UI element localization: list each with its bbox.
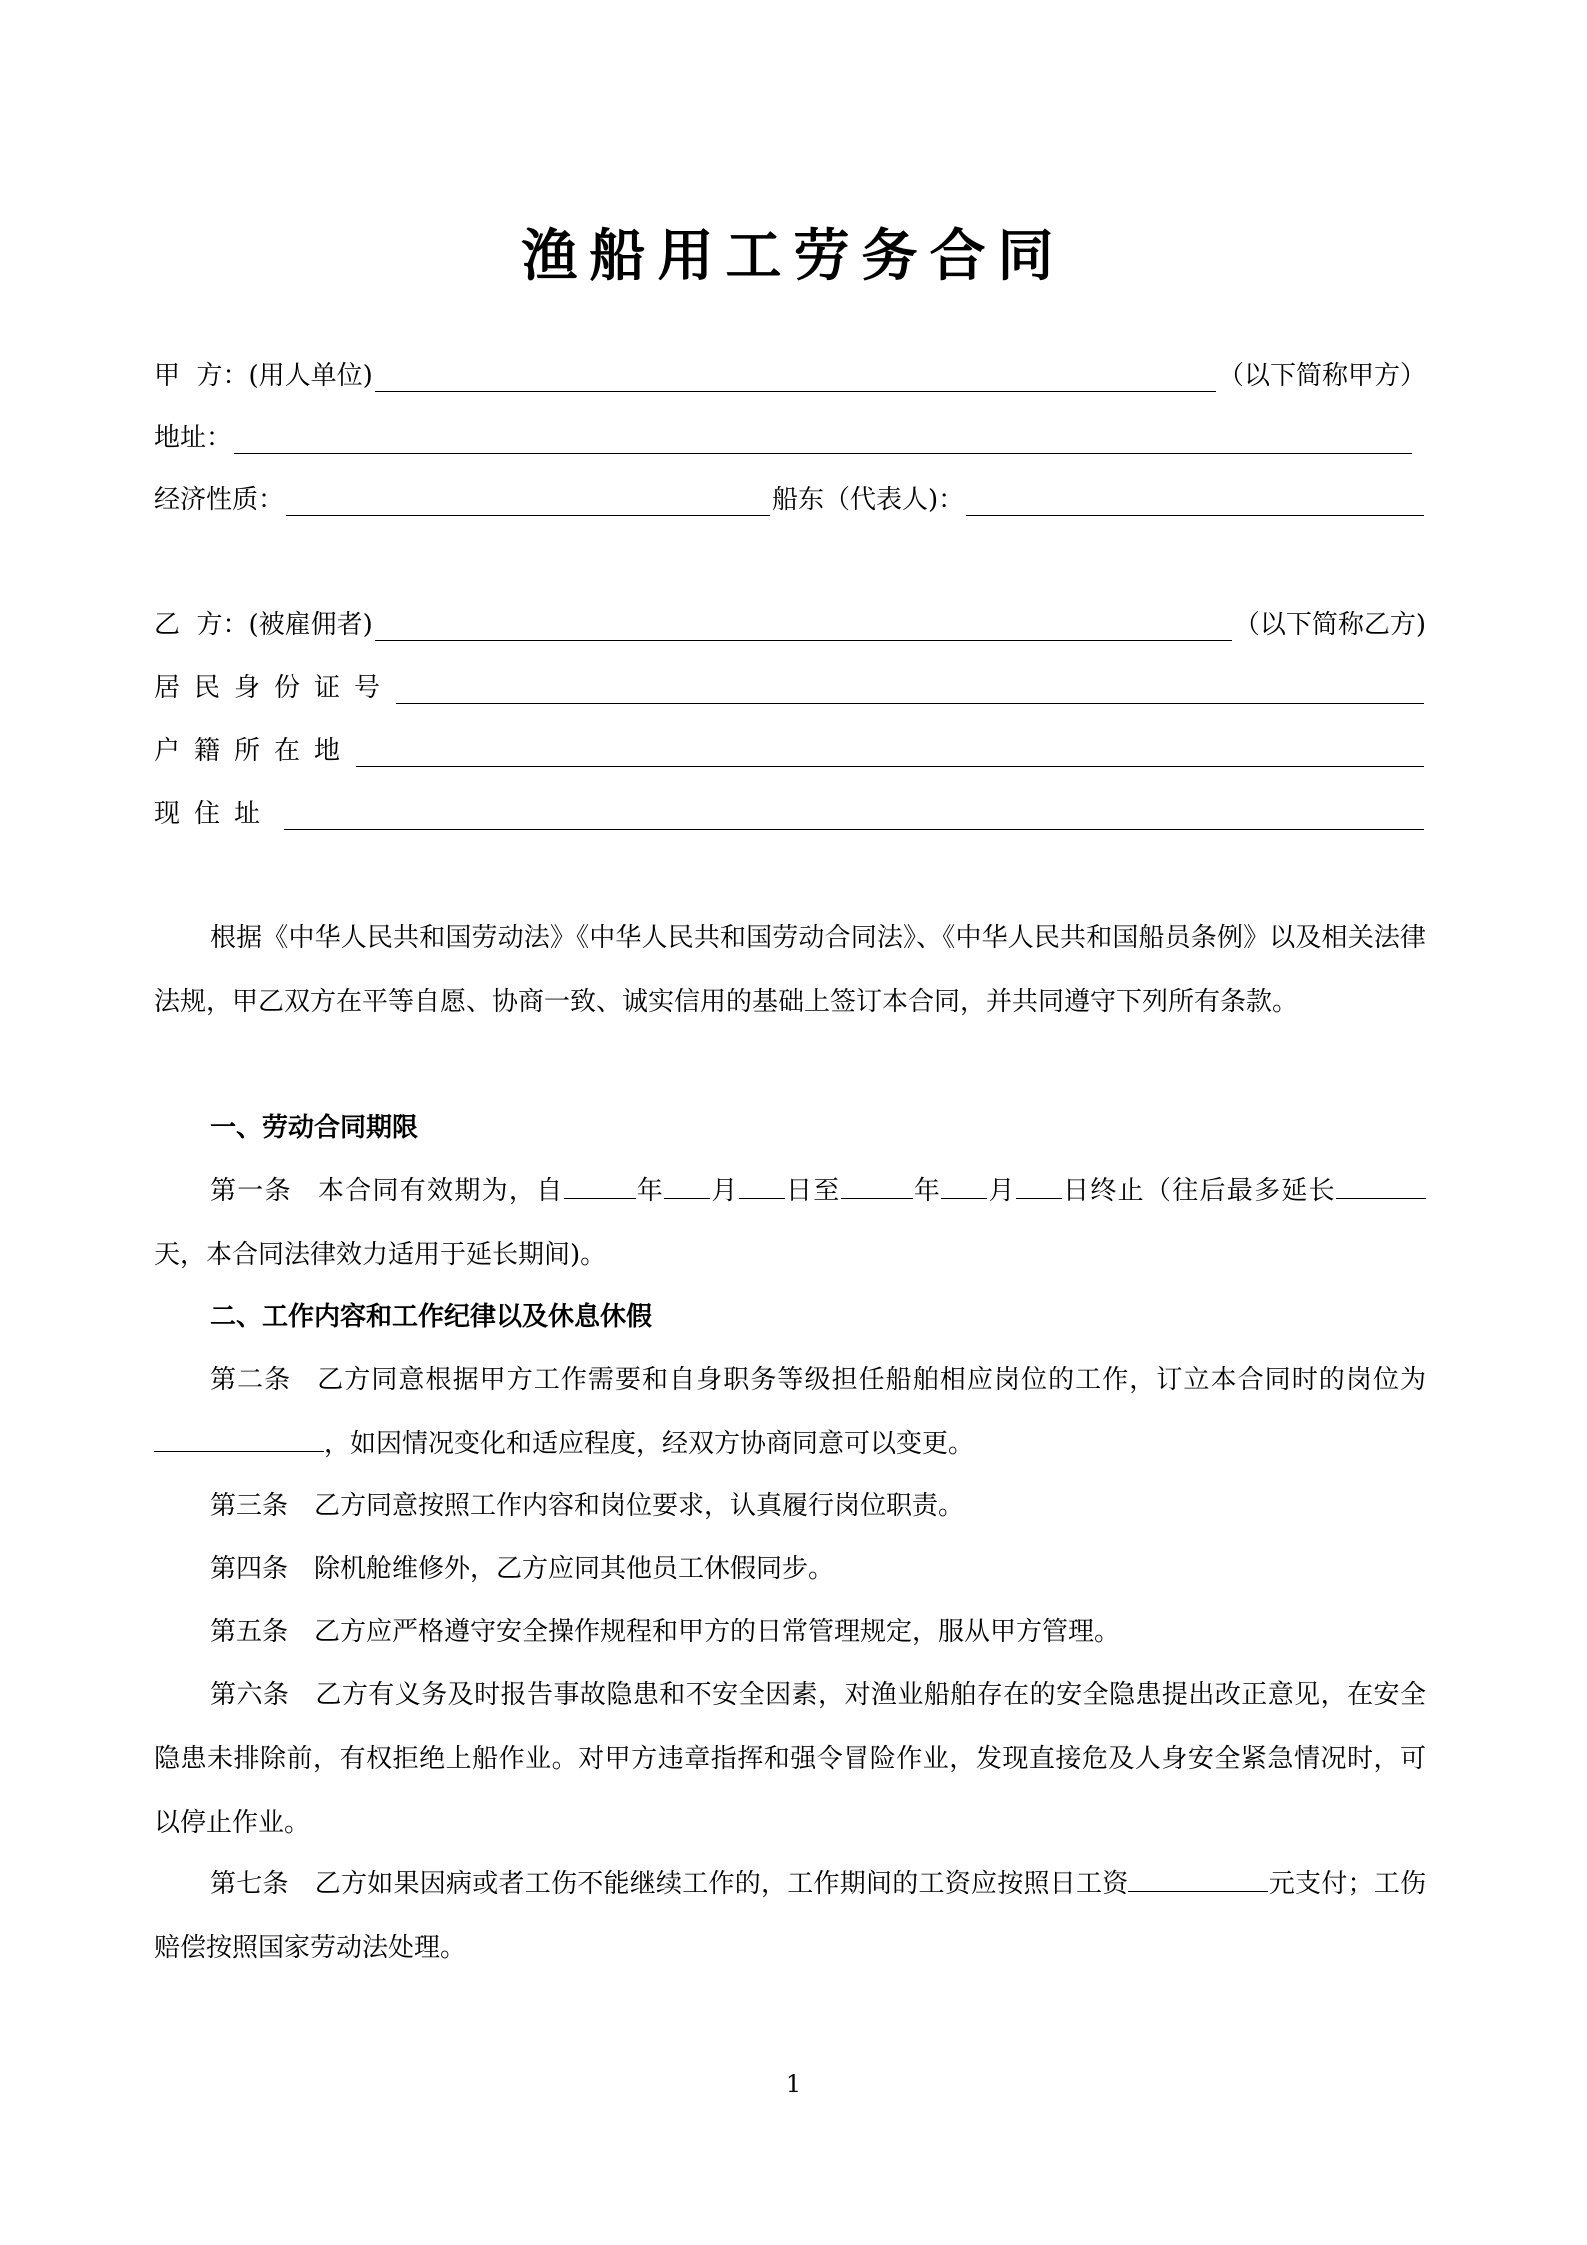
article-1-text-a: 本合同有效期为，自 xyxy=(317,1176,564,1206)
party-b-residence-blank[interactable] xyxy=(284,801,1424,830)
party-a-suffix: （以下简称甲方） xyxy=(1217,361,1426,391)
party-a-owner-blank[interactable] xyxy=(966,487,1424,516)
party-b-suffix: （以下简称乙方) xyxy=(1233,610,1426,640)
article-7 xyxy=(154,1852,1426,1980)
article-6-text: 乙方有义务及时报告事故隐患和不安全因素，对渔业船舶存在的安全隐患提出改正意见，在安全隐患未排除前，有权拒绝上船作业。对甲方违章指挥和强令冒险作业，发现直接危及人身安全紧急情况时，可以停止作业。 xyxy=(154,1680,1426,1838)
article-5-label: 第五条 xyxy=(210,1617,289,1647)
party-b-id-blank[interactable] xyxy=(396,675,1424,704)
article-4 xyxy=(154,1537,1426,1601)
start-day-label: 日至 xyxy=(784,1176,841,1206)
article-7-label: 第七条 xyxy=(210,1869,289,1899)
party-b-id-row xyxy=(154,664,1426,704)
party-b-household-blank[interactable] xyxy=(356,738,1424,767)
intro-paragraph: 根据《中华人民共和国劳动法》《中华人民共和国劳动合同法》、《中华人民共和国船员条例》以及相关法律法规，甲乙双方在平等自愿、协商一致、诚实信用的基础上签订本合同，并共同遵守下列所有条款。 xyxy=(154,923,1426,1017)
party-b-label: 乙 方：(被雇佣者) xyxy=(154,610,373,640)
article-5-text: 乙方应严格遵守安全操作规程和甲方的日常管理规定，服从甲方管理。 xyxy=(314,1617,1121,1647)
article-6-label: 第六条 xyxy=(210,1680,290,1710)
party-b-residence-row xyxy=(154,790,1426,830)
end-month-label: 月 xyxy=(987,1176,1016,1206)
end-day-label: 日终止（往后最多延长 xyxy=(1061,1176,1336,1206)
article-2-text-b: ，如因情况变化和适应程度，经双方协商同意可以变更。 xyxy=(324,1429,975,1459)
article-2-label: 第二条 xyxy=(210,1365,292,1395)
daily-wage-blank[interactable] xyxy=(1128,1869,1268,1892)
document-title: 渔船用工劳务合同 xyxy=(521,224,1066,289)
end-day-blank[interactable] xyxy=(1016,1176,1062,1199)
article-4-text: 除机舱维修外，乙方应同其他员工休假同步。 xyxy=(314,1554,835,1584)
party-a-address-row xyxy=(154,414,1426,454)
party-b-id-label: 居民身份证号 xyxy=(154,673,395,703)
end-year-blank[interactable] xyxy=(841,1176,913,1199)
extension-days-blank[interactable] xyxy=(1336,1176,1426,1199)
party-a-blank[interactable] xyxy=(375,363,1216,392)
article-6 xyxy=(154,1663,1426,1855)
article-4-label: 第四条 xyxy=(210,1554,289,1584)
start-day-blank[interactable] xyxy=(739,1176,785,1199)
article-1-text-b: 天，本合同法律效力适用于延长期间)。 xyxy=(154,1240,607,1270)
section-1-heading: 一、劳动合同期限 xyxy=(210,1113,419,1143)
party-a-label: 甲 方：(用人单位) xyxy=(154,361,373,391)
party-a-owner-label: 船东（代表人)： xyxy=(772,485,965,515)
article-3 xyxy=(154,1474,1426,1538)
article-3-text: 乙方同意按照工作内容和岗位要求，认真履行岗位职责。 xyxy=(314,1491,965,1521)
start-month-label: 月 xyxy=(710,1176,739,1206)
article-2-text-a: 乙方同意根据甲方工作需要和自身职务等级担任船舶相应岗位的工作，订立本合同时的岗位为 xyxy=(317,1365,1426,1395)
start-month-blank[interactable] xyxy=(664,1176,710,1199)
article-2 xyxy=(154,1348,1426,1476)
party-a-address-label: 地址： xyxy=(154,423,233,453)
page-number: 1 xyxy=(785,2070,802,2098)
article-5 xyxy=(154,1600,1426,1664)
start-year-label: 年 xyxy=(635,1176,665,1206)
party-b-blank[interactable] xyxy=(375,612,1232,641)
article-3-label: 第三条 xyxy=(210,1491,289,1521)
position-blank[interactable] xyxy=(154,1429,324,1452)
start-year-blank[interactable] xyxy=(564,1176,636,1199)
party-a-address-blank[interactable] xyxy=(234,425,1412,454)
party-b-row xyxy=(154,601,1426,641)
article-7-text-b: 元支付；工伤赔偿按照国家劳动法处理。 xyxy=(154,1869,1426,1963)
end-month-blank[interactable] xyxy=(941,1176,987,1199)
party-b-household-row xyxy=(154,727,1426,767)
article-7-text-a: 乙方如果因病或者工伤不能继续工作的，工作期间的工资应按照日工资 xyxy=(314,1869,1129,1899)
party-b-household-label: 户籍所在地 xyxy=(154,736,355,766)
party-a-nature-label: 经济性质： xyxy=(154,485,285,515)
party-a-nature-blank[interactable] xyxy=(286,487,770,516)
article-1-label: 第一条 xyxy=(210,1176,292,1206)
party-a-nature-row xyxy=(154,476,1426,516)
section-2-heading: 二、工作内容和工作纪律以及休息休假 xyxy=(210,1302,653,1332)
article-1 xyxy=(154,1159,1426,1287)
party-b-residence-label: 现住址 xyxy=(154,799,275,829)
party-a-row xyxy=(154,352,1426,392)
end-year-label: 年 xyxy=(912,1176,942,1206)
